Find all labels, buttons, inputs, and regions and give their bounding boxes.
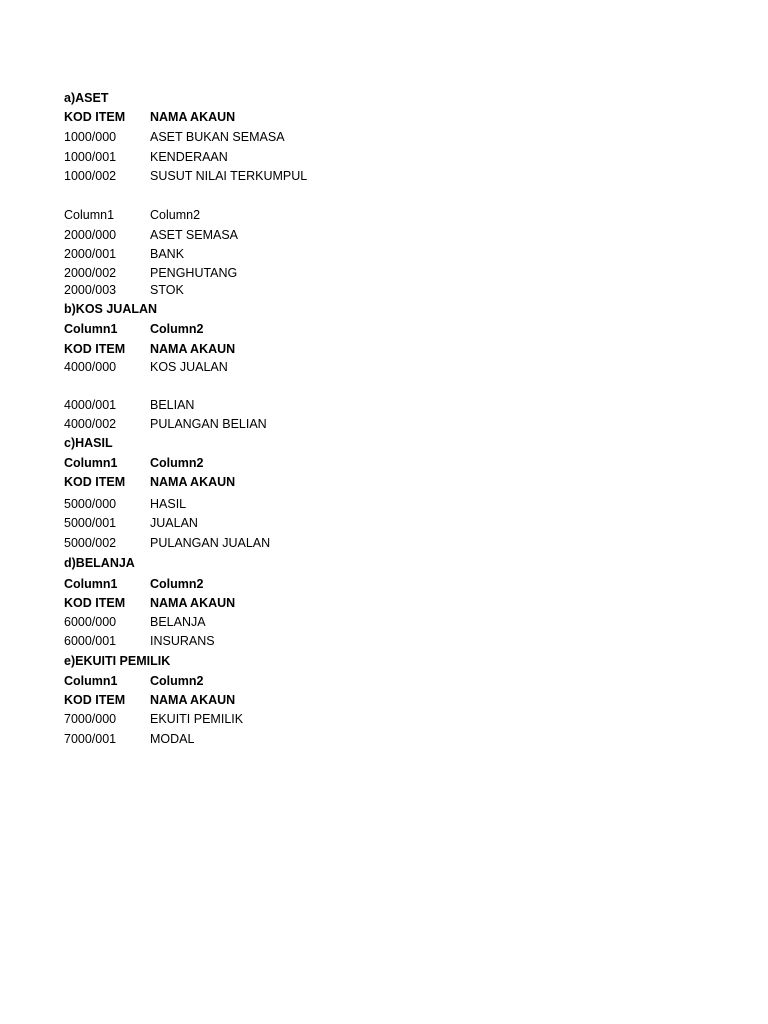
column-header-column1: Column1	[64, 322, 118, 336]
item-code: 4000/000	[64, 360, 117, 374]
item-code: 5000/000	[64, 497, 117, 511]
column-header-nama-akaun: NAMA AKAUN	[150, 475, 236, 489]
column-header-nama-akaun: NAMA AKAUN	[150, 596, 236, 610]
column-header-column2: Column2	[150, 674, 204, 688]
account-name: ASET SEMASA	[150, 228, 238, 242]
column-header-column1: Column1	[64, 208, 115, 222]
account-name: EKUITI PEMILIK	[150, 712, 244, 726]
account-name: INSURANS	[150, 634, 215, 648]
account-name: SUSUT NILAI TERKUMPUL	[150, 169, 308, 183]
account-name: BELIAN	[150, 398, 195, 412]
section-heading-text: e)EKUITI PEMILIK	[64, 654, 171, 668]
item-code: 1000/000	[64, 130, 117, 144]
account-name: BANK	[150, 247, 185, 261]
item-code: 1000/001	[64, 150, 117, 164]
account-name: MODAL	[150, 732, 195, 746]
column-header-column1: Column1	[64, 577, 118, 591]
section-heading-text: a)ASET	[64, 91, 109, 105]
account-name: BELANJA	[150, 615, 206, 629]
item-code: 4000/002	[64, 417, 117, 431]
item-code: 7000/000	[64, 712, 117, 726]
section-heading-text: c)HASIL	[64, 436, 113, 450]
section-heading-text: b)KOS JUALAN	[64, 302, 158, 316]
column-header-column2: Column2	[150, 322, 204, 336]
account-name: PULANGAN BELIAN	[150, 417, 267, 431]
account-name: KOS JUALAN	[150, 360, 228, 374]
item-code: 6000/001	[64, 634, 117, 648]
section-heading-text: d)BELANJA	[64, 556, 135, 570]
account-name: HASIL	[150, 497, 187, 511]
account-name: JUALAN	[150, 516, 198, 530]
item-code: 1000/002	[64, 169, 117, 183]
column-header-kod-item: KOD ITEM	[64, 110, 126, 124]
item-code: 6000/000	[64, 615, 117, 629]
item-code: 2000/000	[64, 228, 117, 242]
column-header-kod-item: KOD ITEM	[64, 596, 126, 610]
item-code: 2000/001	[64, 247, 117, 261]
column-header-nama-akaun: NAMA AKAUN	[150, 342, 236, 356]
column-header-column1: Column1	[64, 456, 118, 470]
column-header-column2: Column2	[150, 456, 204, 470]
item-code: 7000/001	[64, 732, 117, 746]
account-name: STOK	[150, 283, 184, 297]
column-header-column2: Column2	[150, 577, 204, 591]
account-name: KENDERAAN	[150, 150, 228, 164]
column-header-nama-akaun: NAMA AKAUN	[150, 693, 236, 707]
item-code: 4000/001	[64, 398, 117, 412]
item-code: 5000/002	[64, 536, 117, 550]
item-code: 2000/002	[64, 266, 117, 280]
column-header-column2: Column2	[150, 208, 201, 222]
account-name: ASET BUKAN SEMASA	[150, 130, 285, 144]
column-header-kod-item: KOD ITEM	[64, 475, 126, 489]
item-code: 5000/001	[64, 516, 117, 530]
account-name: PULANGAN JUALAN	[150, 536, 271, 550]
item-code: 2000/003	[64, 283, 117, 297]
column-header-kod-item: KOD ITEM	[64, 693, 126, 707]
column-header-kod-item: KOD ITEM	[64, 342, 126, 356]
column-header-column1: Column1	[64, 674, 118, 688]
column-header-nama-akaun: NAMA AKAUN	[150, 110, 236, 124]
account-name: PENGHUTANG	[150, 266, 238, 280]
